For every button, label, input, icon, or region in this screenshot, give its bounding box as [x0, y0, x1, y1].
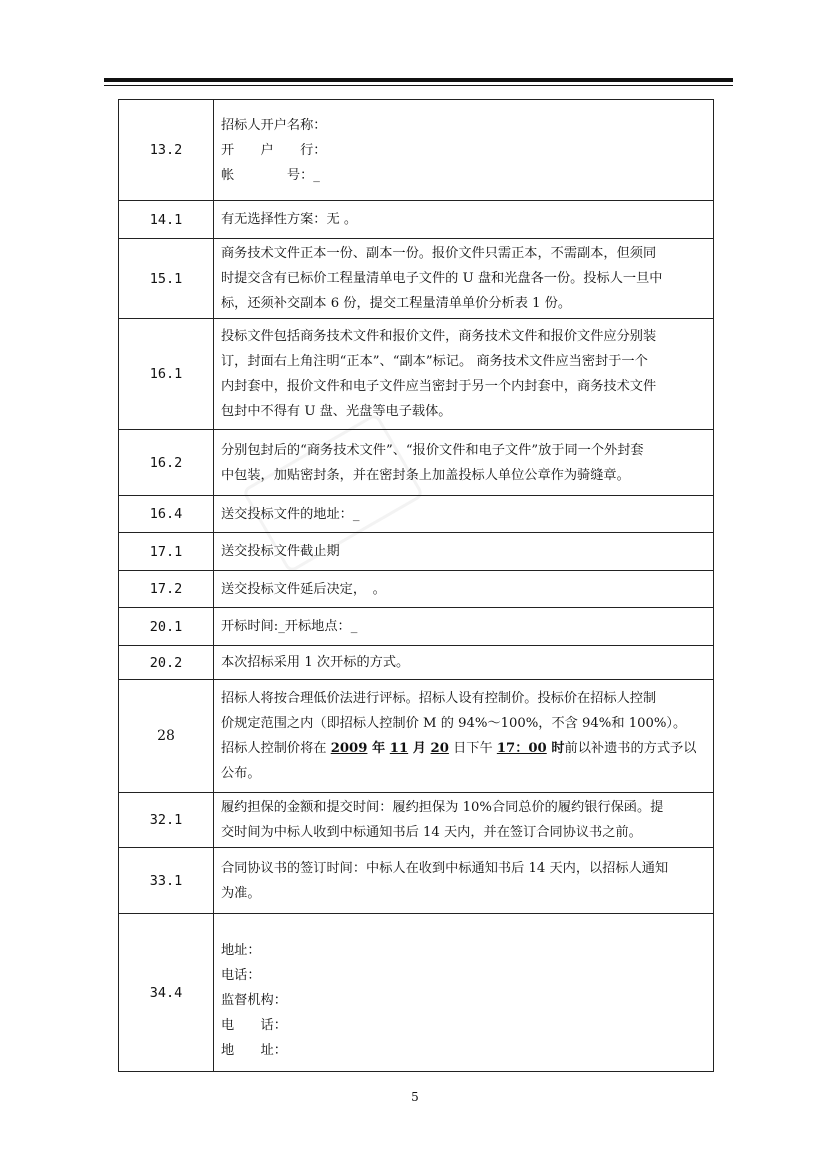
- deadline-month: 11: [389, 741, 409, 756]
- table-row: [119, 571, 714, 608]
- text-line: 分别包封后的“商务技术文件”、“报价文件和电子文件”放于同一个外封套: [221, 442, 644, 458]
- clause-text: [214, 201, 714, 239]
- table-row: [119, 608, 714, 646]
- header-rule-thick: [104, 78, 733, 82]
- text-line: 中包装，加贴密封条，并在密封条上加盖投标人单位公章作为骑缝章。: [221, 467, 630, 483]
- text-line: 开标时间:_开标地点：_: [221, 619, 358, 634]
- deadline-time: 17：00: [496, 741, 547, 756]
- table-row: [119, 430, 714, 496]
- text-line: 送交投标文件延后决定， 。: [221, 581, 386, 597]
- text-line: 为准。: [221, 885, 261, 901]
- table-row: [119, 680, 714, 793]
- table-row: [119, 100, 714, 201]
- text-line: 送交投标文件截止期: [221, 544, 340, 559]
- clause-number: 16.2: [119, 430, 214, 496]
- clause-text: [214, 100, 714, 201]
- clause-text: [214, 914, 714, 1072]
- page-number: 5: [411, 1090, 419, 1104]
- clause-text: [214, 319, 714, 430]
- clause-text: [214, 430, 714, 496]
- text-line: 标，还须补交副本 6 份，提交工程量清单单价分析表 1 份。: [221, 296, 572, 311]
- text-line: 电话：: [221, 968, 261, 983]
- text-line: 电 话：: [221, 1018, 287, 1033]
- clause-text: [214, 646, 714, 680]
- deadline-year-unit: 年: [367, 741, 390, 756]
- clause-number: 13.2: [119, 100, 214, 201]
- deadline-day: 20: [430, 741, 449, 756]
- clause-text: [214, 496, 714, 533]
- clause-text: [214, 571, 714, 608]
- table-row: [119, 646, 714, 680]
- clause-text: [214, 533, 714, 571]
- table-row: [119, 201, 714, 239]
- text-line: 地 址：: [221, 1043, 287, 1058]
- clause-number: 32.1: [119, 793, 214, 848]
- deadline-time-unit: 时: [546, 741, 565, 756]
- text-line: 时提交含有已标价工程量清单电子文件的 U 盘和光盘各一份。投标人一旦中: [221, 271, 663, 286]
- clause-text: [214, 239, 714, 319]
- table-row: [119, 533, 714, 571]
- clause-number: 15.1: [119, 239, 214, 319]
- text-line: 开 户 行：: [221, 142, 327, 158]
- table-row: [119, 496, 714, 533]
- text-line: 价规定范围之内（即招标人控制价 M 的 94%～100%，不含 94%和 100%）。: [221, 716, 687, 731]
- table-row: [119, 914, 714, 1072]
- text-line: 商务技术文件正本一份、副本一份。报价文件只需正本，不需副本，但须同: [221, 246, 657, 261]
- clause-number: 20.1: [119, 608, 214, 646]
- clause-number: 17.1: [119, 533, 214, 571]
- deadline-suffix: 前以补遗书的方式予以: [564, 741, 697, 756]
- clause-text: [214, 848, 714, 914]
- clause-number: 34.4: [119, 914, 214, 1072]
- clause-text: [214, 608, 714, 646]
- clause-table: [118, 99, 714, 1072]
- text-line: 履约担保的金额和提交时间：履约担保为 10%合同总价的履约银行保函。提: [221, 800, 664, 815]
- text-line: 地址：: [221, 943, 261, 958]
- deadline-day-unit: 日下午: [448, 741, 497, 756]
- deadline-month-unit: 月: [408, 741, 431, 756]
- table-row: [119, 793, 714, 848]
- text-line: 招标人将按合理低价法进行评标。招标人设有控制价。投标价在招标人控制: [221, 691, 657, 706]
- clause-number: 14.1: [119, 201, 214, 239]
- text-line: 包封中不得有 U 盘、光盘等电子载体。: [221, 404, 452, 419]
- deadline-year: 2009: [330, 741, 368, 756]
- clause-text: [214, 680, 714, 793]
- text-line: 公布。: [221, 766, 261, 781]
- text-line: 本次招标采用 1 次开标的方式。: [221, 655, 410, 670]
- text-line: 有无选择性方案：无 。: [221, 212, 358, 227]
- clause-number: 16.1: [119, 319, 214, 430]
- text-line: 交时间为中标人收到中标通知书后 14 天内，并在签订合同协议书之前。: [221, 825, 642, 840]
- clause-number: 28: [119, 680, 214, 793]
- table-row: [119, 848, 714, 914]
- text-line: 送交投标文件的地址：_: [221, 506, 360, 522]
- clause-number: 33.1: [119, 848, 214, 914]
- text-line: 监督机构：: [221, 993, 287, 1008]
- text-line: 帐 号：_: [221, 167, 320, 183]
- table-row: [119, 319, 714, 430]
- deadline-line: [221, 736, 707, 761]
- text-line: 合同协议书的签订时间：中标人在收到中标通知书后 14 天内，以招标人通知: [221, 860, 669, 876]
- header-rule-thin: [104, 85, 733, 86]
- deadline-prefix: 招标人控制价将在: [221, 741, 331, 756]
- text-line: 内封套中，报价文件和电子文件应当密封于另一个内封套中，商务技术文件: [221, 379, 657, 394]
- text-line: 招标人开户名称：: [221, 117, 327, 133]
- table-row: [119, 239, 714, 319]
- clause-text: [214, 793, 714, 848]
- clause-number: 17.2: [119, 571, 214, 608]
- clause-number: 16.4: [119, 496, 214, 533]
- text-line: 订，封面右上角注明“正本”、“副本”标记。 商务技术文件应当密封于一个: [221, 354, 648, 369]
- text-line: 投标文件包括商务技术文件和报价文件，商务技术文件和报价文件应分别装: [221, 329, 657, 344]
- clause-number: 20.2: [119, 646, 214, 680]
